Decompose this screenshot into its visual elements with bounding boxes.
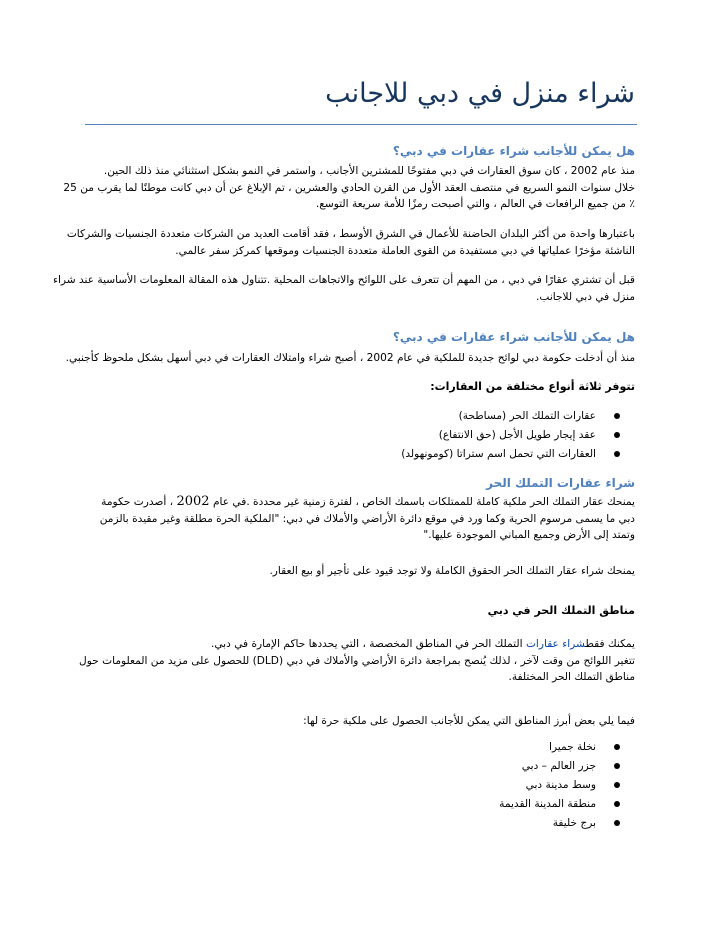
section-3-paragraph-1 [75,494,635,544]
s1-p1-line-1: منذ عام 2002 ، كان سوق العقارات في دبي مفتوحًا للمشترين الأجانب ، واستمر في النمو بشكل استثنائي منذ ذلك الحين. [103,165,635,177]
section-1 [75,144,635,158]
section-1-paragraph-1 [63,163,635,213]
section-1-paragraph-2 [66,226,635,259]
section-1-heading: هل يمكن للأجانب شراء عقارات في دبي؟ [392,144,635,158]
s1-p1-line-2: خلال سنوات النمو السريع في منتصف العقد الأول من القرن الحادي والعشرين ، تم الإبلاغ عن أن دبي كانت موطنًا لما يقرب من 25 [63,181,635,194]
section-4-paragraph-1 [75,636,635,686]
s2-p1: منذ أن أدخلت حكومة دبي لوائح جديدة للملكية في عام 2002 ، أصبح شراء وامتلاك العقارات في دبي أسهل بشكل ملحوظ كأجنبي. [65,352,635,364]
list-item: برج خليفة [60,814,620,833]
section-3-heading: شراء عقارات التملك الحر [486,476,635,490]
title-underline [85,124,637,125]
section-4-bullet-list [60,738,620,833]
bullet-icon [614,801,620,807]
s2-subheading: تتوفر ثلاثة أنواع مختلفة من العقارات: [430,380,635,393]
bullet-icon [614,820,620,826]
s3-p1-line-1: يمنحك عقار التملك الحر ملكية كاملة للممتلكات باسمك الخاص ، لفترة زمنية غير محددة .في عام 2002 ، أصدرت حكومة [101,494,635,509]
page-title: شراء منزل في دبي للاجانب [325,78,635,109]
section-2-subheading-block [75,380,635,393]
year-number: 2002 [176,494,210,509]
section-2 [75,330,635,344]
list-item: العقارات التي تحمل اسم ستراتا (كومونهولد) [60,445,620,464]
list-item: عقارات التملك الحر (مساطحة) [60,407,620,426]
section-3-paragraph-2 [75,563,635,580]
list-item: جزر العالم – دبي [60,757,620,776]
list-item: منطقة المدينة القديمة [60,795,620,814]
s1-p1-line-3: ٪ من جميع الرافعات في العالم ، والتي أصبحت رمزًا للأمة سريعة التوسع. [315,198,635,210]
buy-property-link[interactable]: شراء عقارات [525,638,586,650]
bullet-icon [614,432,620,438]
section-3 [75,476,635,490]
s4-p1: يمكنك فقطشراء عقارات التملك الحر في المناطق المخصصة ، التي يحددها حاكم الإمارة في دبي. [210,638,635,650]
bullet-icon [614,763,620,769]
section-4-heading: مناطق التملك الحر في دبي [487,604,635,617]
list-item: وسط مدينة دبي [60,776,620,795]
bullet-icon [614,451,620,457]
section-2-paragraph-1 [65,350,635,367]
section-4 [75,604,635,617]
s1-p2-line-2: الناشئة مؤخرًا عملياتها في دبي مستفيدة من القوى العاملة متعددة الجنسيات وموقعها كمركز سفر عالمي. [175,244,635,257]
s1-p2-line-1: باعتبارها واحدة من أكثر البلدان الحاضنة للأعمال في الشرق الأوسط ، فقد أقامت العديد من الشركات متعددة الجنسيات والشركات [66,228,635,240]
s3-p1-line-2: دبي ما يسمى مرسوم الحرية وكما ورد في موقع دائرة الأراضي والأملاك في دبي: "الملكية الحرة مطلقة وغير مقيدة بالزمن [99,512,635,525]
bullet-icon [614,782,620,788]
s1-p3-line-1: قبل أن تشتري عقارًا في دبي ، من المهم أن تتعرف على اللوائح والاتجاهات المحلية .تتناول هذه المقالة المعلومات الأساسية عند شراء [52,274,635,286]
list-item: نخلة جميرا [60,738,620,757]
bullet-icon [614,744,620,750]
bullet-icon [614,413,620,419]
s4-p2-line-2: مناطق التملك الحر المختلفة. [508,671,635,683]
section-2-heading: هل يمكن للأجانب شراء عقارات في دبي؟ [392,330,635,344]
s3-p2: يمنحك شراء عقار التملك الحر الحقوق الكاملة ولا توجد قيود على تأجير أو بيع العقار. [269,565,635,577]
section-4-paragraph-3 [75,713,635,730]
section-2-bullet-list [60,407,620,464]
list-item: عقد إيجار طويل الأجل (حق الانتفاع) [60,426,620,445]
s1-p3-line-2: منزل في دبي للاجانب. [536,290,635,303]
s4-p2-line-1: تتغير اللوائح من وقت لآخر ، لذلك يُنصح بمراجعة دائرة الأراضي والأملاك في دبي (DLD) للحصول على مزيد من المعلومات حول [79,654,635,667]
section-1-paragraph-3 [52,272,635,305]
s3-p1-line-3: وتمتد إلى الأرض وجميع المباني الموجودة عليها." [423,529,635,541]
s4-p3: فيما يلي بعض أبرز المناطق التي يمكن للأجانب الحصول على ملكية حرة لها: [303,715,635,727]
